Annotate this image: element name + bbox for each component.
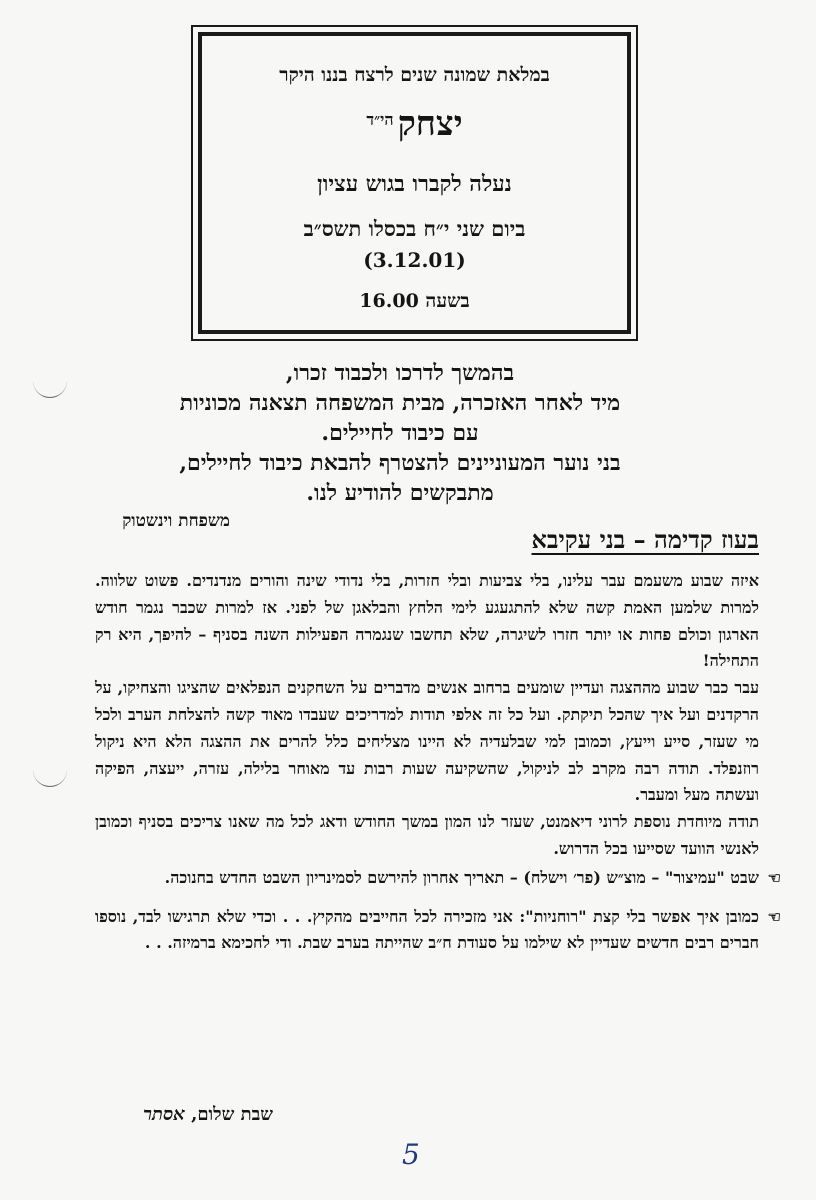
announcement-line3: נעלה לקברו בגוש עציון bbox=[317, 171, 512, 197]
page-number: 5 bbox=[402, 1138, 420, 1171]
announcement-line4: ביום שני י״ח בכסלו תשס״ב bbox=[303, 216, 526, 241]
article-paragraph: עבר כבר שבוע מההצגה ועדיין שומעים ברחוב אנשים מדברים על השחקנים הנפלאים שהציגו והצחיקו, על הרקדנים ועל איך שהכל תיקתק. ועל כל זה אלפי תודות למדריכים שעבדו מאוד קשה להצלחת הערב ולכל מי שעזר, סייע וייעץ, וכמובן למי שבלעדיה לא היינו מצליחים כלל להרים את ההצגה הלא היא ניקול רוזנפלד. תודה רבה מקרב לב לניקול, שהשקיעה שעות רבות עד מאוחר בלילה, עזרה, ייעצה, הפיקה ועשתה מעל ומעבר. bbox=[95, 678, 760, 805]
signoff bbox=[143, 1104, 273, 1125]
continuation-line: בהמשך לדרכו ולכבוד זכרו, bbox=[285, 360, 515, 386]
signoff-name: אסתר bbox=[143, 1104, 185, 1125]
announcement-name: יצחק bbox=[397, 104, 463, 144]
pointing-hand-icon: ☜ bbox=[767, 868, 781, 887]
continuation-block bbox=[120, 358, 680, 508]
continuation-line: עם כיבוד לחיילים. bbox=[321, 420, 479, 446]
continuation-line: מתבקשים להודיע לנו. bbox=[306, 480, 494, 506]
continuation-line: בני נוער המעוניינים להצטרף להבאת כיבוד לחיילים, bbox=[179, 450, 621, 476]
announcement-name-suffix: הי״ד bbox=[366, 110, 394, 129]
announcement-name-line bbox=[202, 104, 627, 144]
article-paragraph: תודה מיוחדת נוספת לרוני דיאמנט, שעזר לנו המון במשך החודש ודאג לכל מה שאנו צריכים בסניף וכמובן לאנשי הוועד שסייעו בכל הדרוש. bbox=[95, 812, 759, 858]
bullet-item bbox=[95, 865, 781, 892]
announcement-date: (3.12.01) bbox=[363, 248, 466, 272]
family-signature: משפחת וינשטוק bbox=[122, 511, 230, 531]
bullet-text: שבט "עמיצור" – מוצ״ש (פר׳ וישלח) – תאריך אחרון להירשם לסמינריון השבט החדש בחנוכה. bbox=[164, 867, 759, 887]
bullet-text: כמובן איך אפשר בלי קצת "רוחניות": אני מזכירה לכל החייבים מהקיץ. . . וכדי שלא תרגישו לבד, נוספו חברים רבים חדשים שעדיין לא שילמו על סעודת ח״ב שהייתה בערב שבת. ודי לחכימא ברמיזה. . . bbox=[95, 906, 759, 953]
announcement-line1: במלאת שמונה שנים לרצח בננו היקר bbox=[279, 64, 550, 86]
continuation-line: מיד לאחר האזכרה, מבית המשפחה תצאנה מכוניות bbox=[179, 390, 621, 416]
announcement-time: בשעה 16.00 bbox=[359, 290, 470, 312]
pointing-hand-icon: ☜ bbox=[767, 907, 781, 926]
hole-punch-mark bbox=[33, 764, 67, 787]
article-title: בעוז קדימה – בני עקיבא bbox=[531, 525, 759, 554]
hole-punch-mark bbox=[33, 375, 67, 398]
announcement-inner-frame bbox=[198, 32, 631, 334]
announcement-frame bbox=[191, 25, 638, 341]
signoff-greeting: שבת שלום, bbox=[191, 1104, 273, 1125]
article-paragraph: איזה שבוע משעמם עבר עלינו, בלי צביעות ובלי חזרות, בלי נדודי שינה והורים מנדנדים. פשוט שלווה. למרות שלמען האמת קשה שלא להתגעגע לימי הלחץ והבלאגן של לפני. אז למרות שכבר נגמר חודש הארגון וכולם פחות או יותר חזרו לשיגרה, שלא תחשבו שנגמרה הפעילות השנה בסניף – להיפך, היא רק התחילה! bbox=[95, 571, 759, 671]
bullet-item bbox=[95, 904, 781, 958]
article-body bbox=[95, 568, 781, 957]
